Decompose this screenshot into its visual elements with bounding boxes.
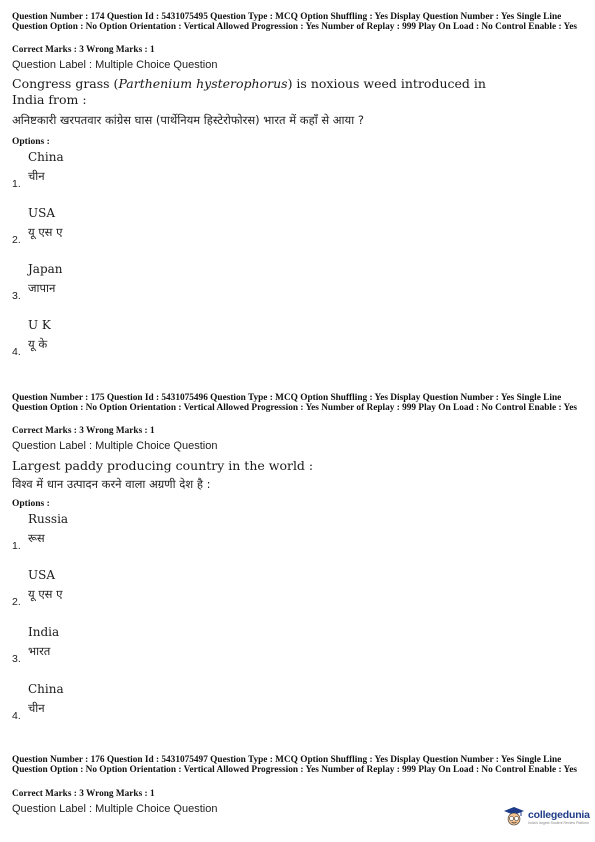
option-text-en: China [28,150,64,164]
question-text: Largest paddy producing country in the world : [12,458,314,473]
option-text-en: USA [28,206,55,220]
option-text-hi: यू एस ए [28,587,63,601]
option-text-en: Japan [28,262,63,276]
option-text-en: China [28,682,64,696]
option-number: 3. [12,290,21,302]
option-text-hi: चीन [28,169,45,183]
option-number: 1. [12,540,21,552]
option-text-en: Russia [28,512,69,526]
option-number: 2. [12,234,21,246]
logo-tagline: India's largest Student Review Platform [528,821,589,825]
question-text [12,76,512,108]
option-text-en: U K [28,318,51,332]
options-label: Options : [12,499,50,509]
question-marks: Correct Marks : 3 Wrong Marks : 1 [12,45,155,55]
question-text-end: ) is noxious weed introduced in India from : [12,76,486,107]
option-number: 1. [12,178,21,190]
option-text-hi: रूस [28,531,45,545]
question-marks: Correct Marks : 3 Wrong Marks : 1 [12,789,155,799]
question-meta: Question Number : 175 Question Id : 5431075496 Question Type : MCQ Option Shuffling : Yes Display Question Number : Yes Single Line Question Option : No Option Orientation : Vertical Allowed Progression : Yes Number of Replay : 999 Play On Load : No Control Enable : Yes [12,393,577,413]
option-text-hi: चीन [28,701,45,715]
option-number: 2. [12,596,21,608]
option-text-hi: यू के [28,337,48,351]
logo-name: collegedunia [528,809,590,821]
option-text-en: USA [28,568,55,582]
question-marks: Correct Marks : 3 Wrong Marks : 1 [12,426,155,436]
option-number: 4. [12,710,21,722]
question-meta: Question Number : 176 Question Id : 5431075497 Question Type : MCQ Option Shuffling : Yes Display Question Number : Yes Single Line Question Option : No Option Orientation : Vertical Allowed Progression : Yes Number of Replay : 999 Play On Load : No Control Enable : Yes [12,755,577,775]
question-label: Question Label : Multiple Choice Question [12,440,218,452]
scientific-name: Parthenium hysterophorus [118,76,288,91]
option-text-hi: यू एस ए [28,225,63,239]
question-text-hindi: विश्व में धान उत्पादन करने वाला अग्रणी देश है : [12,477,211,491]
option-text-hi: जापान [28,281,56,295]
collegedunia-logo [503,806,590,828]
option-number: 3. [12,653,21,665]
options-label: Options : [12,137,50,147]
question-label: Question Label : Multiple Choice Question [12,803,218,815]
option-text-hi: भारत [28,644,51,658]
option-number: 4. [12,346,21,358]
question-meta: Question Number : 174 Question Id : 5431075495 Question Type : MCQ Option Shuffling : Yes Display Question Number : Yes Single Line Question Option : No Option Orientation : Vertical Allowed Progression : Yes Number of Replay : 999 Play On Load : No Control Enable : Yes [12,12,577,32]
question-text-start: Congress grass ( [12,76,119,91]
question-text-hindi: अनिष्टकारी खरपतवार कांग्रेस घास (पार्थेनियम हिस्टेरोफोरस) भारत में कहाँ से आया ? [12,113,364,127]
graduate-mascot-icon [503,806,525,828]
question-label: Question Label : Multiple Choice Question [12,59,218,71]
option-text-en: India [28,625,60,639]
